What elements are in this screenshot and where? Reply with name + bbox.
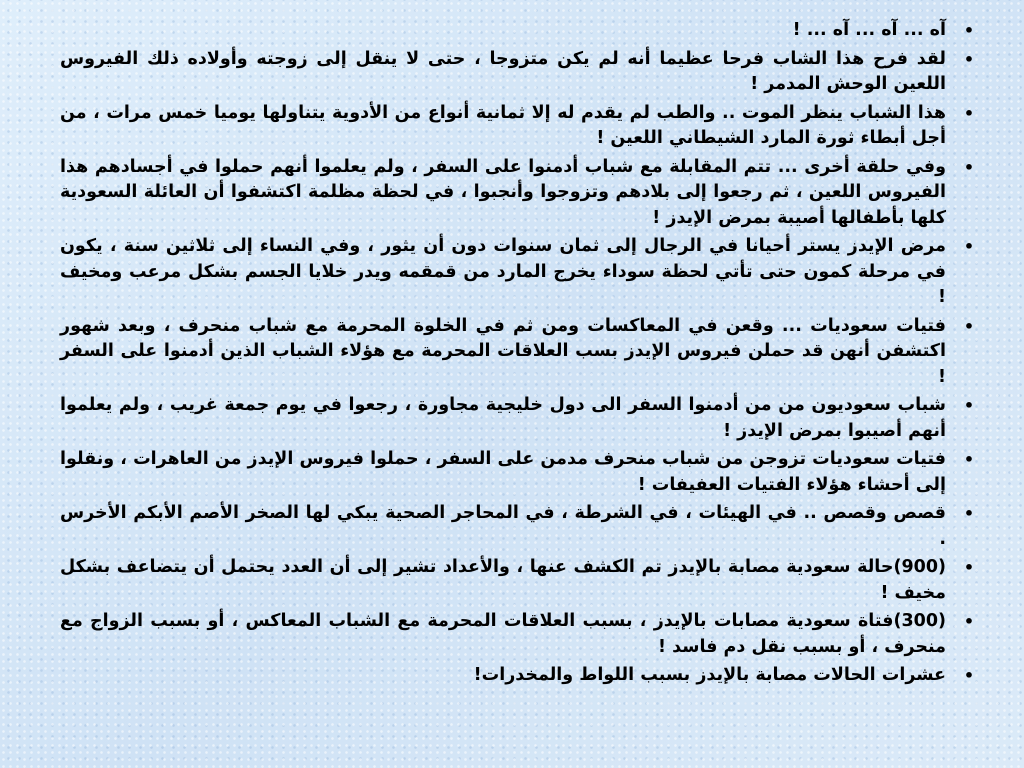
list-item [60, 18, 976, 44]
bullet-icon: • [963, 504, 975, 523]
bullet-icon: • [963, 396, 975, 415]
list-item-text: وفي حلقة أخرى ... تتم المقابلة مع شباب أدمنوا على السفر ، ولم يعلموا أنهم حملوا في أجسادهم هذا الفيروس اللعين ، ثم رجعوا إلى بلادهم وتزوجوا وأنجبوا ، في لحظة مظلمة اكتشفوا أن العائلة السعودية كلها بأطفالها أصيبة بمرض الإيدز ! [60, 156, 946, 228]
bullet-icon: • [963, 237, 975, 256]
list-item [60, 314, 976, 391]
list-item-text: فتيات سعوديات تزوجن من شباب منحرف مدمن على السفر ، حملوا فيروس الإيدز من العاهرات ، ونقلوا إلى أحشاء هؤلاء الفتيات العفيفات ! [60, 449, 946, 495]
list-item [60, 447, 976, 498]
list-item-text: عشرات الحالات مصابة بالإيدز بسبب اللواط والمخدرات! [473, 665, 946, 685]
list-item-text: مرض الإيدز يستر أحيانا في الرجال إلى ثمان سنوات دون أن يثور ، وفي النساء إلى ثلاثين سنة ، يكون في مرحلة كمون حتى تأتي لحظة سوداء يخرج المارد من قمقمه ويدر خلايا الجسم بشكل مرعب ومخيف ! [60, 236, 946, 307]
list-item-text: (300)فتاة سعودية مصابات بالإيدز ، بسبب العلاقات المحرمة مع الشباب المعاكس ، أو بسبب الزواج مع منحرف ، أو بسبب نقل دم فاسد ! [60, 611, 946, 657]
bullet-icon: • [963, 666, 975, 685]
list-item-text: لقد فرح هذا الشاب فرحا عظيما أنه لم يكن متزوجا ، حتى لا ينقل إلى زوجته وأولاده ذلك الفيروس اللعين الوحش المدمر ! [60, 48, 946, 94]
bullet-icon: • [963, 49, 975, 69]
slide-content [60, 18, 976, 748]
list-item [60, 663, 976, 689]
list-item [60, 47, 976, 98]
list-item-text: قصص وقصص .. في الهيئات ، في الشرطة ، في المحاجر الصحية يبكي لها الصخر الأصم الأبكم الأخرس . [60, 503, 946, 549]
bullet-icon: • [963, 450, 975, 469]
list-item-text: شباب سعوديون من من أدمنوا السفر الى دول خليجية مجاورة ، رجعوا في يوم جمعة غريب ، ولم يعلموا أنهم أصيبوا بمرض الإيدز ! [60, 395, 946, 441]
bullet-icon: • [963, 612, 975, 631]
bullet-icon: • [963, 103, 975, 123]
bullet-icon: • [963, 558, 975, 577]
list-item [60, 155, 976, 232]
list-item [60, 609, 976, 660]
bullet-icon: • [963, 21, 975, 40]
bullet-list [60, 18, 976, 689]
list-item [60, 234, 976, 311]
list-item-text: هذا الشباب ينظر الموت .. والطب لم يقدم له إلا ثمانية أنواع من الأدوية يتناولها يوميا خمس مرات ، من أجل أبطاء ثورة المارد الشيطاني اللعين ! [60, 102, 946, 148]
list-item [60, 101, 976, 152]
list-item-text: آه ... آه ... آه ... ! [792, 20, 946, 40]
list-item [60, 393, 976, 444]
list-item [60, 555, 976, 606]
bullet-icon: • [963, 157, 975, 177]
list-item-text: (900)حالة سعودية مصابة بالإيدز تم الكشف عنها ، والأعداد تشير إلى أن العدد يحتمل أن يتضاعف بشكل مخيف ! [60, 557, 946, 603]
list-item-text: فتيات سعوديات ... وقعن في المعاكسات ومن ثم في الخلوة المحرمة مع شباب منحرف ، وبعد شهور اكتشفن أنهن قد حملن فيروس الإيدز بسب العلاقات المحرمة مع هؤلاء الشباب الذين أدمنوا على السفر ! [60, 315, 946, 387]
list-item [60, 501, 976, 552]
bullet-icon: • [963, 316, 975, 336]
